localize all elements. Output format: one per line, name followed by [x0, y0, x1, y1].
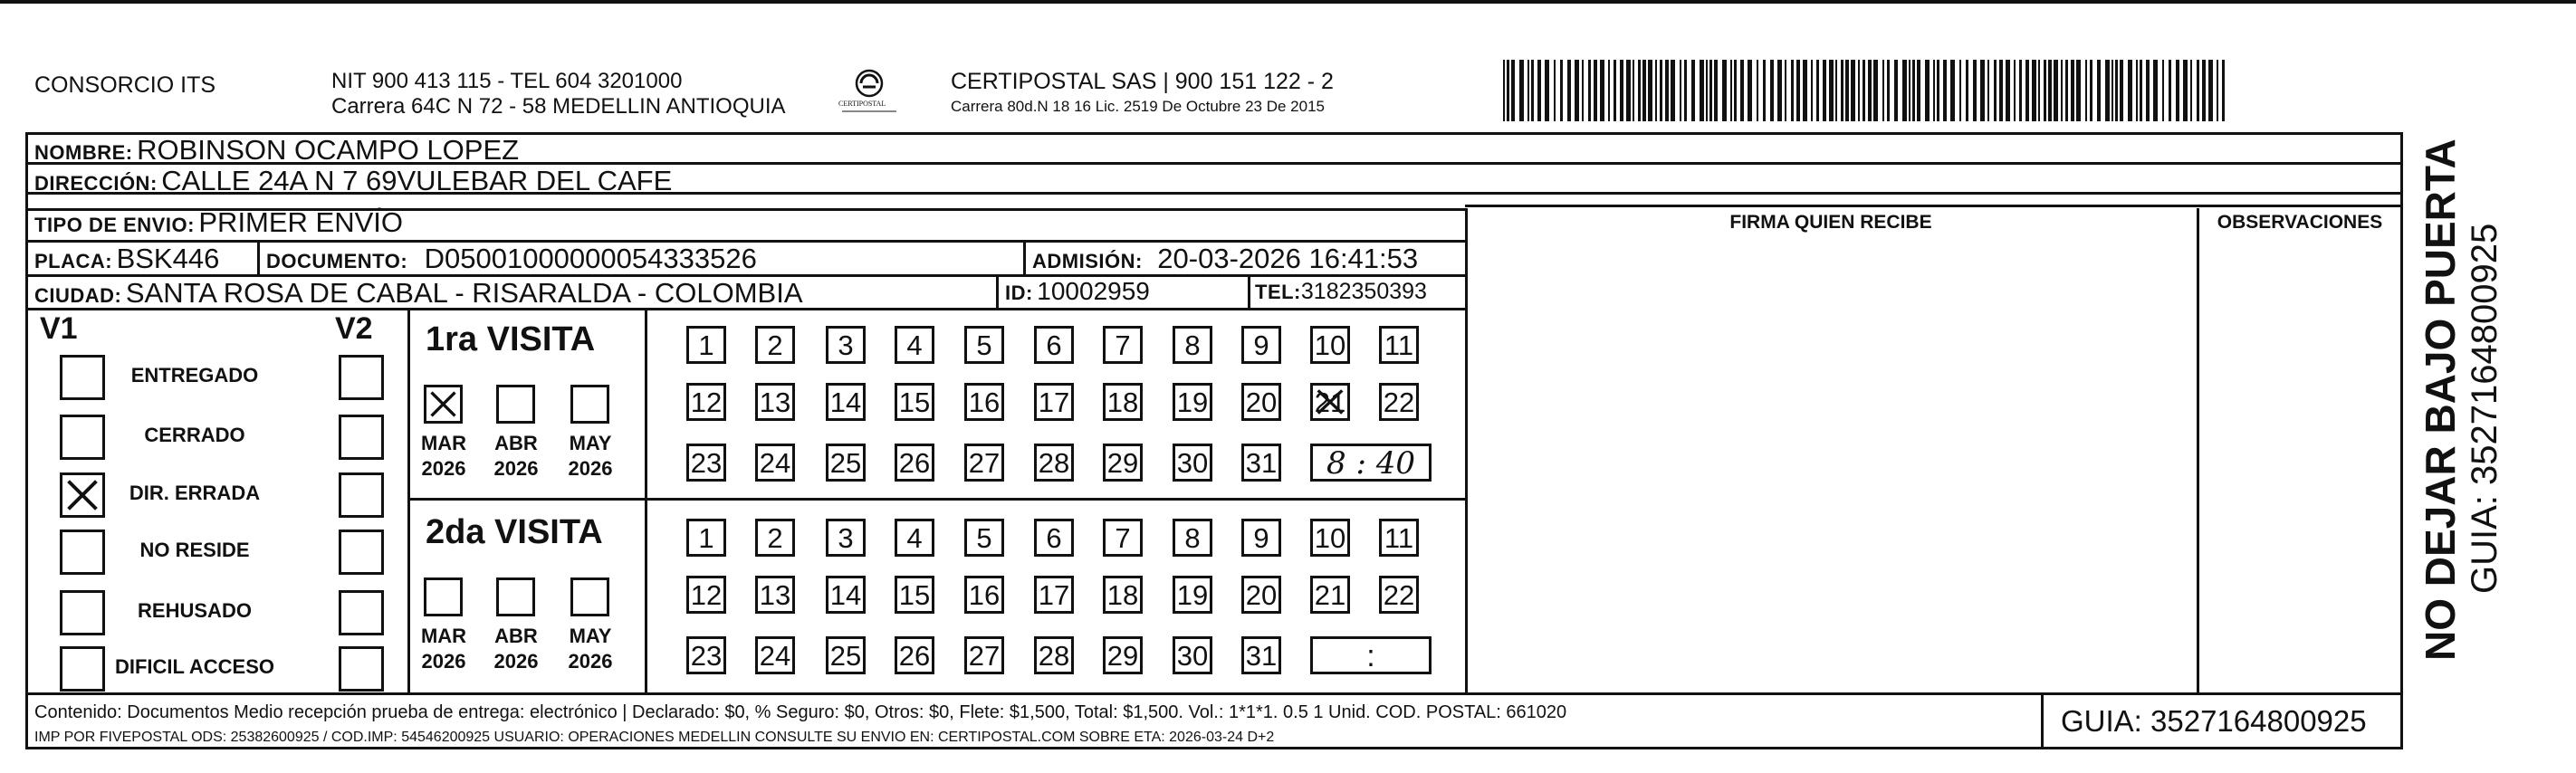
company-name: CONSORCIO ITS — [34, 72, 216, 98]
v1-checkbox[interactable] — [60, 472, 105, 518]
month-year: 2026 — [421, 457, 466, 480]
v2-checkbox[interactable] — [339, 590, 384, 635]
day-box[interactable]: 4 — [895, 326, 934, 364]
barcode-bar — [1537, 60, 1541, 121]
v1-checkbox[interactable] — [60, 355, 105, 400]
barcode-bar — [2120, 60, 2123, 121]
barcode-bar — [2019, 60, 2022, 121]
day-box[interactable]: 19 — [1173, 383, 1212, 421]
barcode-bar — [1987, 60, 1989, 121]
barcode-bar — [1660, 60, 1662, 121]
barcode-bar — [1554, 60, 1556, 121]
month-name: ABR — [494, 625, 538, 647]
observaciones-area[interactable] — [2200, 237, 2401, 690]
day-box[interactable]: 27 — [964, 636, 1004, 674]
barcode-bar — [1519, 60, 1524, 121]
month-year: 2026 — [568, 457, 613, 480]
barcode-bar — [1567, 60, 1571, 121]
signature-area[interactable] — [1469, 237, 2195, 690]
barcode-bar — [1873, 60, 1878, 121]
v2-checkbox[interactable] — [339, 646, 384, 692]
footer-guia: GUIA: 3527164800925 — [2061, 704, 2367, 738]
day-box[interactable]: 16 — [964, 576, 1004, 614]
day-box[interactable]: 31 — [1241, 636, 1281, 674]
barcode-bar — [2153, 60, 2158, 121]
day-box[interactable]: 8 — [1173, 326, 1212, 364]
barcode-bar — [2197, 60, 2199, 121]
v1-checkbox[interactable] — [60, 530, 105, 575]
barcode-bar — [1966, 60, 1968, 121]
barcode-bar — [1858, 60, 1860, 121]
month-checkbox[interactable] — [570, 385, 609, 424]
observaciones-label: OBSERVACIONES — [2217, 212, 2383, 233]
tel-value: 3182350393 — [1300, 279, 1427, 304]
barcode-bar — [2112, 60, 2113, 121]
barcode-bar — [1608, 60, 1610, 121]
barcode-bar — [1917, 60, 1920, 121]
barcode-bar — [1503, 60, 1505, 121]
day-box[interactable]: 16 — [964, 383, 1004, 421]
barcode-bar — [2097, 60, 2101, 121]
barcode-bar — [1633, 60, 1634, 121]
admision-cell — [1032, 243, 1418, 275]
status-label: DIR. ERRADA — [129, 482, 261, 504]
ciudad-value: SANTA ROSA DE CABAL - RISARALDA - COLOMBIA — [125, 277, 803, 309]
barcode-bar — [1894, 60, 1898, 121]
day-box[interactable]: 28 — [1034, 636, 1074, 674]
barcode-bar — [2176, 60, 2179, 121]
barcode-bar — [1994, 60, 1997, 121]
barcode-bar — [1770, 60, 1774, 121]
day-box[interactable]: 1 — [686, 519, 726, 557]
day-box[interactable]: 3 — [826, 326, 866, 364]
day-box[interactable]: 11 — [1379, 326, 1419, 364]
barcode-bar — [1845, 60, 1849, 121]
tel-label: TEL: — [1255, 281, 1301, 303]
barcode-bar — [2169, 60, 2171, 121]
placa-cell — [34, 243, 219, 275]
barcode-bar — [1937, 60, 1939, 121]
barcode-bar — [2146, 60, 2150, 121]
barcode-bar — [2202, 60, 2206, 121]
month-year: 2026 — [568, 650, 613, 673]
day-box[interactable]: 17 — [1034, 383, 1074, 421]
month-name: MAY — [569, 432, 612, 454]
barcode-bar — [1909, 60, 1910, 121]
footer-imp: IMP POR FIVEPOSTAL ODS: 25382600925 / COD.IMP: 54546200925 USUARIO: OPERACIONES MEDELLIN CONSULTE SU ENVIO EN: CERTIPOSTAL.COM SOBRE ETA: 2026-03-24 D+2 — [34, 730, 1275, 745]
time-box[interactable]: : — [1310, 636, 1432, 674]
barcode-bar — [1560, 60, 1563, 121]
day-box[interactable]: 12 — [686, 576, 726, 614]
barcode-bar — [1791, 60, 1794, 121]
barcode-bar — [1868, 60, 1872, 121]
day-box[interactable]: 20 — [1241, 383, 1281, 421]
day-box[interactable]: 17 — [1034, 576, 1074, 614]
barcode-bar — [2048, 60, 2052, 121]
documento-label: DOCUMENTO: — [266, 250, 408, 272]
day-box[interactable]: 10 — [1310, 326, 1350, 364]
barcode-bar — [1811, 60, 1813, 121]
barcode-bar — [2183, 60, 2188, 121]
barcode-bar — [1620, 60, 1623, 121]
barcode-bar — [2105, 60, 2110, 121]
day-box[interactable]: 7 — [1103, 519, 1143, 557]
barcode-bar — [1882, 60, 1884, 121]
day-box[interactable]: 8 — [1173, 519, 1212, 557]
nombre-value: ROBINSON OCAMPO LOPEZ — [137, 134, 520, 166]
barcode-bar — [1626, 60, 1631, 121]
barcode-bar — [2061, 60, 2063, 121]
barcode-bar — [1730, 60, 1732, 121]
barcode-bar — [2038, 60, 2040, 121]
barcode-bar — [1507, 60, 1509, 121]
day-box[interactable]: 15 — [895, 576, 934, 614]
barcode-bar — [1671, 60, 1675, 121]
month-name: ABR — [494, 432, 538, 454]
day-box[interactable]: 26 — [895, 636, 934, 674]
barcode-bar — [1722, 60, 1727, 121]
barcode-bar — [1823, 60, 1826, 121]
barcode-bar — [2076, 60, 2081, 121]
tipo-row — [34, 206, 403, 239]
admision-label: ADMISIÓN: — [1032, 250, 1143, 272]
nombre-row — [34, 134, 519, 167]
barcode-bar — [1777, 60, 1782, 121]
day-box[interactable]: 31 — [1241, 444, 1281, 482]
day-box[interactable]: 25 — [826, 636, 866, 674]
barcode-bar — [1902, 60, 1907, 121]
v1-label: V1 — [40, 311, 78, 346]
month-checkbox[interactable] — [496, 577, 535, 616]
barcode-bar — [1851, 60, 1855, 121]
logo-caption: CERTIPOSTAL — [838, 100, 886, 108]
barcode-bar — [2032, 60, 2036, 121]
barcode-bar — [1950, 60, 1955, 121]
v1-checkbox[interactable] — [60, 590, 105, 635]
v2-checkbox[interactable] — [339, 530, 384, 575]
day-box[interactable]: 15 — [895, 383, 934, 421]
barcode-bar — [1829, 60, 1834, 121]
status-label: REHUSADO — [138, 599, 252, 622]
month-checkbox[interactable] — [570, 577, 609, 616]
barcode-bar — [1763, 60, 1766, 121]
day-box[interactable]: 29 — [1103, 444, 1143, 482]
id-value: 10002959 — [1037, 277, 1150, 305]
carrier-license: Carrera 80d.N 18 16 Lic. 2519 De Octubre 23 De 2015 — [951, 98, 1325, 115]
placa-value: BSK446 — [116, 243, 220, 274]
barcode-bar — [1527, 60, 1529, 121]
barcode-bar — [2025, 60, 2029, 121]
time-box[interactable]: 8 : 40 — [1310, 444, 1432, 482]
day-box[interactable]: 22 — [1379, 576, 1419, 614]
barcode-bar — [2140, 60, 2142, 121]
month-checkbox[interactable] — [424, 385, 463, 424]
day-box[interactable]: 5 — [964, 326, 1004, 364]
barcode-bar — [2014, 60, 2016, 121]
status-label: ENTREGADO — [130, 364, 259, 386]
barcode-bar — [2071, 60, 2074, 121]
day-box[interactable]: 24 — [755, 636, 795, 674]
month-checkbox[interactable] — [424, 577, 463, 616]
day-box[interactable]: 27 — [964, 444, 1004, 482]
v2-checkbox[interactable] — [339, 415, 384, 460]
barcode-bar — [1748, 60, 1752, 121]
tel-cell — [1255, 279, 1427, 305]
barcode-bar — [1655, 60, 1657, 121]
barcode-bar — [1999, 60, 2003, 121]
day-box[interactable]: 6 — [1034, 326, 1074, 364]
day-box[interactable]: 6 — [1034, 519, 1074, 557]
barcode-bar — [1648, 60, 1652, 121]
barcode-bar — [1740, 60, 1744, 121]
day-box[interactable]: 19 — [1173, 576, 1212, 614]
barcode-bar — [2115, 60, 2118, 121]
day-box[interactable]: 7 — [1103, 326, 1143, 364]
barcode-bar — [1835, 60, 1837, 121]
barcode — [1503, 60, 2227, 121]
barcode-bar — [1925, 60, 1930, 121]
barcode-bar — [1575, 60, 1579, 121]
day-box[interactable]: 23 — [686, 444, 726, 482]
barcode-bar — [2136, 60, 2138, 121]
day-box[interactable]: 18 — [1103, 576, 1143, 614]
day-box[interactable]: 14 — [826, 576, 866, 614]
direccion-value: CALLE 24A N 7 69VULEBAR DEL CAFE — [161, 165, 673, 196]
documento-value: D05001000000054333526 — [424, 243, 757, 274]
barcode-bar — [1933, 60, 1935, 121]
barcode-bar — [1700, 60, 1704, 121]
admision-value: 20-03-2026 16:41:53 — [1157, 243, 1419, 274]
barcode-bar — [1638, 60, 1641, 121]
ciudad-cell — [34, 277, 803, 310]
day-box[interactable]: 14 — [826, 383, 866, 421]
day-box[interactable]: 28 — [1034, 444, 1074, 482]
firma-label: FIRMA QUIEN RECIBE — [1729, 212, 1932, 233]
month-year: 2026 — [421, 650, 466, 673]
v2-checkbox[interactable] — [339, 472, 384, 518]
barcode-bar — [1959, 60, 1961, 121]
v2-checkbox[interactable] — [339, 355, 384, 400]
v1-checkbox[interactable] — [60, 646, 105, 692]
day-box[interactable]: 13 — [755, 383, 795, 421]
footer-contenido: Contenido: Documentos Medio recepción prueba de entrega: electrónico | Declarado: $0, % Seguro: $0, Otros: $0, Flete: $1,500, Total: $1,500. Vol.: 1*1*1. 0.5 1 Unid. COD. POSTAL: 661020 — [34, 702, 1567, 722]
day-box[interactable]: 22 — [1379, 383, 1419, 421]
barcode-bar — [2054, 60, 2058, 121]
v1-checkbox[interactable] — [60, 415, 105, 460]
visit-title: 1ra VISITA — [426, 320, 596, 358]
day-box[interactable]: 2 — [755, 519, 795, 557]
barcode-bar — [1582, 60, 1584, 121]
barcode-bar — [2128, 60, 2132, 121]
barcode-bar — [1709, 60, 1712, 121]
day-box[interactable]: 29 — [1103, 636, 1143, 674]
barcode-bar — [2065, 60, 2068, 121]
company-address: Carrera 64C N 72 - 58 MEDELLIN ANTIOQUIA — [331, 94, 786, 119]
barcode-bar — [1816, 60, 1819, 121]
company-nit: NIT 900 413 115 - TEL 604 3201000 — [331, 69, 683, 93]
barcode-bar — [1680, 60, 1681, 121]
barcode-bar — [1980, 60, 1985, 121]
barcode-bar — [1511, 60, 1515, 121]
barcode-bar — [1600, 60, 1604, 121]
barcode-bar — [1943, 60, 1947, 121]
nombre-label: NOMBRE: — [34, 141, 133, 164]
top-edge — [0, 0, 2576, 4]
status-label: CERRADO — [144, 424, 245, 446]
month-year: 2026 — [493, 650, 539, 673]
id-label: ID: — [1005, 282, 1033, 304]
tipo-label: TIPO DE ENVIO: — [34, 214, 195, 236]
direccion-label: DIRECCIÓN: — [34, 172, 158, 195]
day-box[interactable]: 3 — [826, 519, 866, 557]
month-year: 2026 — [493, 457, 539, 480]
month-checkbox[interactable] — [496, 385, 535, 424]
day-box[interactable]: 23 — [686, 636, 726, 674]
barcode-bar — [1691, 60, 1695, 121]
day-box[interactable]: 20 — [1241, 576, 1281, 614]
barcode-bar — [2190, 60, 2192, 121]
barcode-bar — [1757, 60, 1758, 121]
placa-label: PLACA: — [34, 250, 113, 272]
status-label: NO RESIDE — [139, 539, 250, 561]
carrier-name: CERTIPOSTAL SAS | 900 151 122 - 2 — [951, 69, 1334, 94]
barcode-bar — [2217, 60, 2218, 121]
day-box[interactable]: 30 — [1173, 636, 1212, 674]
status-label: DIFICIL ACCESO — [114, 655, 274, 678]
id-cell — [1005, 277, 1150, 306]
certipostal-logo — [833, 67, 905, 116]
day-box[interactable]: 13 — [755, 576, 795, 614]
day-box[interactable]: 21 — [1310, 576, 1350, 614]
month-name: MAR — [420, 432, 467, 454]
barcode-bar — [2162, 60, 2164, 121]
barcode-bar — [1684, 60, 1687, 121]
day-box[interactable]: 5 — [964, 519, 1004, 557]
barcode-bar — [2085, 60, 2087, 121]
day-box[interactable]: 9 — [1241, 326, 1281, 364]
barcode-bar — [1545, 60, 1549, 121]
barcode-bar — [1531, 60, 1534, 121]
day-box[interactable]: 18 — [1103, 383, 1143, 421]
barcode-bar — [2044, 60, 2046, 121]
ciudad-label: CIUDAD: — [34, 284, 122, 307]
barcode-bar — [1785, 60, 1786, 121]
day-box[interactable]: 12 — [686, 383, 726, 421]
barcode-bar — [1642, 60, 1646, 121]
barcode-bar — [1841, 60, 1843, 121]
barcode-bar — [1887, 60, 1890, 121]
direccion-row — [34, 165, 672, 197]
barcode-bar — [2208, 60, 2213, 121]
barcode-bar — [1796, 60, 1800, 121]
barcode-bar — [1614, 60, 1616, 121]
barcode-bar — [1803, 60, 1807, 121]
day-box[interactable]: 9 — [1241, 519, 1281, 557]
barcode-bar — [1706, 60, 1708, 121]
barcode-bar — [1734, 60, 1737, 121]
barcode-bar — [1863, 60, 1865, 121]
day-box[interactable]: 24 — [755, 444, 795, 482]
day-box[interactable]: 1 — [686, 326, 726, 364]
barcode-bar — [1588, 60, 1591, 121]
barcode-bar — [2222, 60, 2225, 121]
day-box[interactable]: 2 — [755, 326, 795, 364]
documento-cell — [266, 243, 757, 275]
day-box[interactable]: 26 — [895, 444, 934, 482]
day-box[interactable]: 4 — [895, 519, 934, 557]
day-box[interactable]: 11 — [1379, 519, 1419, 557]
side-guia: GUIA: 3527164800925 — [2465, 223, 2504, 594]
day-box[interactable]: 10 — [1310, 519, 1350, 557]
barcode-bar — [1594, 60, 1597, 121]
day-box[interactable]: 21 — [1310, 383, 1350, 421]
day-box[interactable]: 25 — [826, 444, 866, 482]
tipo-value: PRIMER ENVÍO — [198, 206, 404, 238]
month-name: MAY — [569, 625, 612, 647]
barcode-bar — [1665, 60, 1669, 121]
day-box[interactable]: 30 — [1173, 444, 1212, 482]
v2-label: V2 — [335, 311, 373, 346]
month-name: MAR — [420, 625, 467, 647]
barcode-bar — [1912, 60, 1915, 121]
visit-title: 2da VISITA — [426, 513, 603, 551]
side-warning: NO DEJAR BAJO PUERTA — [2417, 138, 2464, 661]
barcode-bar — [1973, 60, 1977, 121]
barcode-bar — [1714, 60, 1718, 121]
barcode-bar — [2090, 60, 2092, 121]
barcode-bar — [2006, 60, 2010, 121]
